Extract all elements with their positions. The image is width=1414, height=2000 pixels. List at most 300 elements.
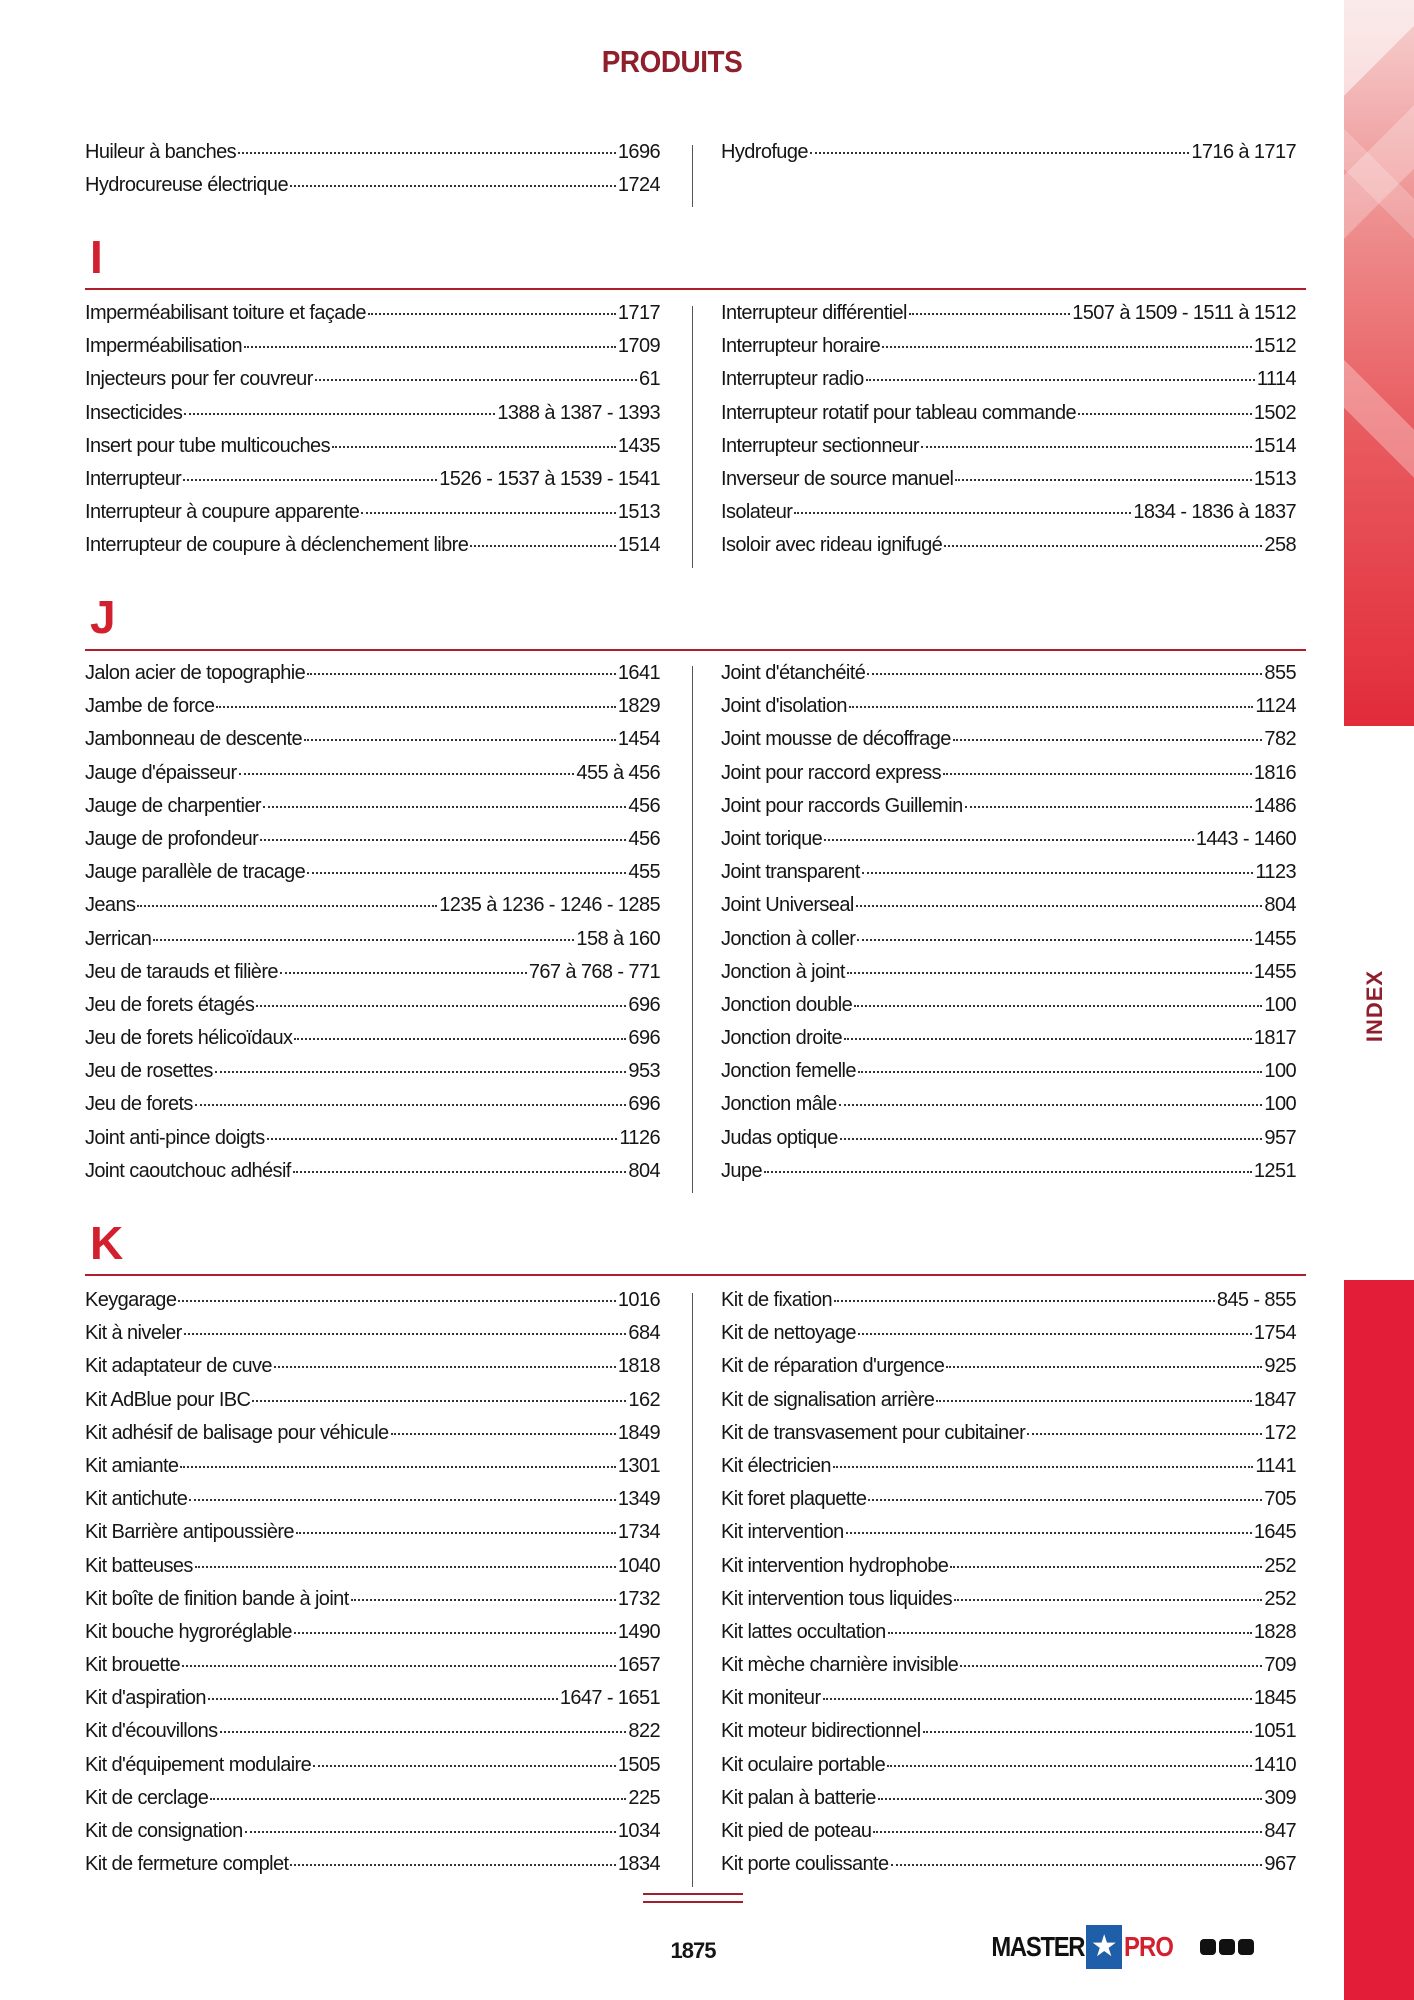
dot-leader [834, 1300, 1215, 1302]
index-entry[interactable] [85, 1060, 660, 1093]
entry-label: Joint mousse de décoffrage [721, 728, 951, 751]
entry-page: 100 [1264, 1093, 1296, 1116]
entry-label: Kit moniteur [721, 1687, 821, 1710]
dot-leader [307, 673, 616, 675]
entry-page: 456 [628, 794, 660, 817]
entry-page: 1490 [617, 1620, 660, 1643]
index-entry[interactable] [85, 302, 660, 335]
dot-leader [252, 1400, 626, 1402]
entry-label: Jeu de forets hélicoïdaux [85, 1027, 293, 1050]
entry-page: 172 [1264, 1421, 1296, 1444]
index-entry[interactable] [721, 994, 1296, 1027]
entry-label: Imperméabilisant toiture et façade [85, 302, 366, 324]
dot-leader [943, 773, 1252, 775]
index-entry[interactable] [85, 828, 660, 861]
entry-page: 925 [1264, 1355, 1296, 1378]
entry-label: Isoloir avec rideau ignifugé [721, 534, 943, 557]
entry-label: Kit oculaire portable [721, 1753, 886, 1776]
index-entry[interactable] [721, 402, 1296, 435]
entry-page: 1443 - 1460 [1195, 827, 1296, 850]
entry-page: 1724 [617, 174, 660, 197]
entry-page: 1816 [1253, 761, 1296, 784]
index-entry[interactable] [85, 534, 660, 567]
index-entry[interactable] [721, 1820, 1296, 1853]
index-entry[interactable] [85, 1820, 660, 1853]
index-entry[interactable] [85, 468, 660, 501]
dot-leader [368, 313, 616, 315]
index-entry[interactable] [85, 141, 660, 174]
entry-label: Kit de consignation [85, 1820, 243, 1842]
entry-page: 1016 [617, 1289, 660, 1311]
index-entry[interactable] [721, 302, 1296, 335]
index-entry[interactable] [721, 928, 1296, 961]
entry-label: Kit adhésif de balisage pour véhicule [85, 1421, 389, 1444]
entry-label: Inverseur de source manuel [721, 467, 954, 490]
column-divider [692, 666, 693, 1193]
entry-label: Jonction femelle [721, 1060, 856, 1083]
dot-leader [923, 1731, 1252, 1733]
entry-label: Jonction droite [721, 1027, 843, 1050]
entry-page: 1641 [617, 662, 660, 684]
entry-page: 953 [628, 1060, 660, 1083]
index-entry[interactable] [721, 1621, 1296, 1654]
entry-label: Jambe de force [85, 695, 215, 718]
index-tab-label[interactable]: INDEX [1362, 969, 1387, 1043]
index-entry[interactable] [721, 1160, 1296, 1193]
dot-leader [891, 1864, 1263, 1866]
entry-label: Joint pour raccords Guillemin [721, 794, 963, 817]
entry-page: 1301 [617, 1454, 660, 1477]
dot-leader [946, 1366, 1262, 1368]
dot-leader [293, 1171, 627, 1173]
entry-label: Kit boîte de finition bande à joint [85, 1587, 349, 1610]
index-entry[interactable] [85, 1322, 660, 1355]
entry-label: Kit de fixation [721, 1289, 833, 1311]
index-entry[interactable] [721, 141, 1296, 174]
dot-leader [856, 905, 1263, 907]
entry-label: Huileur à banches [85, 141, 237, 163]
side-band-red [1344, 1280, 1414, 2000]
entry-label: Jerrican [85, 927, 152, 950]
entry-page: 1717 [617, 302, 660, 324]
index-entry[interactable] [721, 1027, 1296, 1060]
dot-leader [1078, 413, 1252, 415]
entry-label: Interrupteur radio [721, 368, 864, 391]
entry-page: 1512 [1253, 335, 1296, 358]
index-entry[interactable] [85, 1754, 660, 1787]
column-divider [692, 1293, 693, 1887]
index-entry[interactable] [721, 861, 1296, 894]
entry-label: Kit bouche hygroréglable [85, 1620, 292, 1643]
dot-leader [953, 739, 1263, 741]
dot-leader [854, 1005, 1262, 1007]
entry-label: Kit AdBlue pour IBC [85, 1388, 251, 1411]
entry-label: Kit adaptateur de cuve [85, 1355, 272, 1378]
index-column-right [721, 662, 1296, 1193]
entry-page: 1455 [1253, 927, 1296, 950]
dot-leader [888, 1632, 1252, 1634]
entry-label: Kit de nettoyage [721, 1322, 856, 1345]
dot-leader [238, 152, 616, 154]
index-entry[interactable] [721, 695, 1296, 728]
entry-page: 1849 [617, 1421, 660, 1444]
dot-leader [290, 185, 616, 187]
index-entry[interactable] [721, 1093, 1296, 1126]
entry-page: 1845 [1253, 1687, 1296, 1710]
dot-leader [244, 346, 616, 348]
index-entry[interactable] [721, 1787, 1296, 1820]
entry-label: Interrupteur à coupure apparente [85, 501, 360, 524]
entry-page: 162 [628, 1388, 660, 1411]
index-entry[interactable] [721, 828, 1296, 861]
dot-leader [882, 346, 1252, 348]
entry-page: 767 à 768 - 771 [528, 960, 660, 983]
entry-label: Jauge de profondeur [85, 827, 259, 850]
section-letter: I [90, 231, 103, 283]
entry-page: 855 [1264, 662, 1296, 684]
dot-leader [840, 1138, 1263, 1140]
entry-label: Interrupteur rotatif pour tableau commande [721, 401, 1077, 424]
entry-page: 1454 [617, 728, 660, 751]
entry-label: Jalon acier de topographie [85, 662, 306, 684]
index-entry[interactable] [721, 1555, 1296, 1588]
column-divider [692, 145, 693, 207]
dot-leader [178, 1300, 616, 1302]
entry-page: 1817 [1253, 1027, 1296, 1050]
entry-page: 1410 [1253, 1753, 1296, 1776]
index-entry[interactable] [85, 994, 660, 1027]
index-entry[interactable] [85, 1720, 660, 1753]
entry-page: 1502 [1253, 401, 1296, 424]
entry-page: 258 [1264, 534, 1296, 557]
dot-leader [215, 1071, 627, 1073]
index-entry[interactable] [85, 1521, 660, 1554]
entry-page: 158 à 160 [576, 927, 660, 950]
index-entry[interactable] [85, 1027, 660, 1060]
index-entry[interactable] [85, 1160, 660, 1193]
dot-leader [210, 1798, 626, 1800]
dot-leader [794, 512, 1131, 514]
dot-leader [862, 872, 1254, 874]
dot-leader [954, 1599, 1262, 1601]
dot-leader [267, 1138, 618, 1140]
index-entry[interactable] [721, 1720, 1296, 1753]
index-entry[interactable] [721, 1422, 1296, 1455]
entry-page: 1834 - 1836 à 1837 [1133, 501, 1296, 524]
entry-page: 1435 [617, 434, 660, 457]
entry-label: Joint caoutchouc adhésif [85, 1159, 291, 1182]
index-entry[interactable] [721, 1060, 1296, 1093]
index-entry[interactable] [721, 468, 1296, 501]
index-entry[interactable] [85, 335, 660, 368]
index-entry[interactable] [85, 1687, 660, 1720]
entry-label: Kit pied de poteau [721, 1820, 872, 1842]
masterpro-logo [975, 1927, 1254, 1967]
entry-label: Kit palan à batterie [721, 1786, 876, 1809]
entry-page: 1114 [1256, 368, 1296, 391]
entry-label: Kit amiante [85, 1454, 179, 1477]
entry-label: Jonction à joint [721, 960, 845, 983]
entry-page: 252 [1264, 1587, 1296, 1610]
index-entry[interactable] [85, 728, 660, 761]
entry-page: 696 [628, 1093, 660, 1116]
dot-leader [280, 972, 527, 974]
index-entry[interactable] [85, 662, 660, 695]
dot-leader [810, 152, 1189, 154]
index-entry[interactable] [85, 402, 660, 435]
entry-page: 705 [1264, 1488, 1296, 1511]
entry-label: Kit intervention [721, 1521, 844, 1544]
dot-leader [909, 313, 1070, 315]
dot-leader [332, 446, 616, 448]
index-entry[interactable] [85, 894, 660, 927]
entry-page: 957 [1264, 1126, 1296, 1149]
entry-page: 1754 [1253, 1322, 1296, 1345]
entry-label: Kit porte coulissante [721, 1853, 889, 1876]
index-entry[interactable] [85, 501, 660, 534]
index-entry[interactable] [721, 1687, 1296, 1720]
index-entry[interactable] [85, 1588, 660, 1621]
entry-page: 1818 [617, 1355, 660, 1378]
dot-leader [195, 1566, 616, 1568]
entry-label: Kit foret plaquette [721, 1488, 867, 1511]
entry-page: 1051 [1253, 1720, 1296, 1743]
index-entry[interactable] [85, 1422, 660, 1455]
entry-page: 696 [628, 993, 660, 1016]
index-entry[interactable] [85, 695, 660, 728]
dot-leader [944, 545, 1262, 547]
index-entry[interactable] [721, 1355, 1296, 1388]
index-entry[interactable] [721, 501, 1296, 534]
index-entry[interactable] [85, 1455, 660, 1488]
index-entry[interactable] [721, 728, 1296, 761]
index-entry[interactable] [721, 894, 1296, 927]
entry-page: 1251 [1253, 1159, 1296, 1182]
dot-leader [304, 739, 616, 741]
index-column-left [85, 302, 660, 568]
page-title: PRODUITS [601, 44, 743, 79]
entry-page: 709 [1264, 1654, 1296, 1677]
dot-leader [873, 1831, 1262, 1833]
dot-leader [839, 1104, 1263, 1106]
dot-leader [470, 545, 616, 547]
entry-label: Interrupteur de coupure à déclenchement libre [85, 534, 469, 557]
index-entry[interactable] [85, 861, 660, 894]
dot-leader [1027, 1433, 1262, 1435]
entry-label: Judas optique [721, 1126, 838, 1149]
dot-leader [361, 512, 616, 514]
index-entry[interactable] [85, 961, 660, 994]
index-entry[interactable] [721, 1389, 1296, 1422]
entry-page: 967 [1264, 1853, 1296, 1876]
entry-label: Kit batteuses [85, 1554, 193, 1577]
index-entry[interactable] [721, 1455, 1296, 1488]
index-columns [85, 1289, 1306, 1886]
entry-page: 1141 [1255, 1454, 1296, 1477]
dot-leader [960, 1665, 1262, 1667]
entry-label: Kit à niveler [85, 1322, 182, 1345]
index-entry[interactable] [85, 928, 660, 961]
index-entry[interactable] [85, 368, 660, 401]
entry-page: 1828 [1253, 1620, 1296, 1643]
index-entry[interactable] [85, 435, 660, 468]
index-entry[interactable] [85, 1355, 660, 1388]
section-rule [85, 649, 1306, 651]
entry-label: Interrupteur [85, 467, 182, 490]
dot-leader [184, 413, 495, 415]
index-entry[interactable] [721, 1654, 1296, 1687]
index-entry[interactable] [85, 1093, 660, 1126]
index-entry[interactable] [85, 1853, 660, 1886]
entry-page: 804 [628, 1159, 660, 1182]
entry-label: Jeu de forets étagés [85, 993, 255, 1016]
index-entry[interactable] [85, 762, 660, 795]
dot-leader [844, 1038, 1252, 1040]
entry-page: 684 [628, 1322, 660, 1345]
page-number-rule [643, 1893, 743, 1903]
index-entry[interactable] [85, 1654, 660, 1687]
dot-leader [182, 1665, 616, 1667]
index-entry[interactable] [721, 1322, 1296, 1355]
dot-leader [849, 706, 1253, 708]
index-entry[interactable] [721, 534, 1296, 567]
index-column-left [85, 662, 660, 1193]
index-column-right [721, 302, 1296, 568]
dot-leader [965, 806, 1252, 808]
entry-page: 782 [1264, 728, 1296, 751]
index-entry[interactable] [721, 795, 1296, 828]
dot-leader [868, 1499, 1262, 1501]
entry-page: 455 [628, 861, 660, 884]
entry-page: 61 [638, 368, 660, 391]
entry-page: 1514 [617, 534, 660, 557]
entry-label: Jonction mâle [721, 1093, 837, 1116]
entry-label: Jonction à coller [721, 927, 856, 950]
section-letter: J [90, 591, 116, 643]
dot-leader [294, 1632, 616, 1634]
entry-label: Kit de fermeture complet [85, 1853, 289, 1876]
index-entry[interactable] [85, 1389, 660, 1422]
index-entry[interactable] [721, 435, 1296, 468]
entry-page: 1235 à 1236 - 1246 - 1285 [439, 894, 660, 917]
index-entry[interactable] [85, 174, 660, 207]
entry-page: 455 à 456 [576, 761, 660, 784]
entry-label: Joint anti-pince doigts [85, 1126, 265, 1149]
index-entry[interactable] [721, 1754, 1296, 1787]
entry-page: 100 [1264, 1060, 1296, 1083]
index-entry[interactable] [721, 662, 1296, 695]
dot-leader [245, 1831, 616, 1833]
entry-label: Kit mèche charnière invisible [721, 1654, 959, 1677]
index-entry[interactable] [85, 795, 660, 828]
index-entry[interactable] [85, 1127, 660, 1160]
dot-leader [189, 1499, 616, 1501]
entry-label: Hydrofuge [721, 141, 808, 163]
entry-page: 1126 [619, 1126, 660, 1149]
entry-page: 456 [628, 827, 660, 850]
entry-page: 1647 - 1651 [559, 1687, 660, 1710]
dot-leader [950, 1566, 1262, 1568]
entry-page: 822 [628, 1720, 660, 1743]
entry-label: Joint d'étanchéité [721, 662, 866, 684]
entry-page: 1657 [617, 1654, 660, 1677]
entry-page: 1507 à 1509 - 1511 à 1512 [1072, 302, 1296, 324]
dot-leader [208, 1698, 558, 1700]
entry-label: Jambonneau de descente [85, 728, 302, 751]
entry-label: Kit intervention tous liquides [721, 1587, 953, 1610]
index-entry[interactable] [721, 1127, 1296, 1160]
logo-text-pro: PRO [1124, 1931, 1174, 1962]
dot-leader [290, 1864, 615, 1866]
dot-leader [256, 1005, 626, 1007]
dot-leader [180, 1466, 615, 1468]
index-entry[interactable] [721, 368, 1296, 401]
entry-label: Kit lattes occultation [721, 1620, 886, 1643]
entry-page: 100 [1264, 993, 1296, 1016]
dot-leader [764, 1171, 1252, 1173]
section-rule [85, 1274, 1306, 1276]
dot-leader [137, 905, 437, 907]
entry-label: Insert pour tube multicouches [85, 434, 330, 457]
dot-leader [858, 1071, 1263, 1073]
index-entry[interactable] [721, 961, 1296, 994]
entry-page: 1526 - 1537 à 1539 - 1541 [439, 467, 660, 490]
entry-label: Interrupteur différentiel [721, 302, 907, 324]
entry-page: 1514 [1253, 434, 1296, 457]
entry-page: 1486 [1253, 794, 1296, 817]
entry-page: 1645 [1253, 1521, 1296, 1544]
entry-page: 1040 [617, 1554, 660, 1577]
entry-label: Imperméabilisation [85, 335, 243, 358]
index-entry[interactable] [85, 1488, 660, 1521]
entry-label: Jeans [85, 894, 136, 917]
index-entry[interactable] [85, 1289, 660, 1322]
index-entry[interactable] [721, 762, 1296, 795]
index-entry[interactable] [85, 1555, 660, 1588]
dot-leader [391, 1433, 616, 1435]
index-column-left [85, 1289, 660, 1886]
entry-page: 1829 [617, 695, 660, 718]
dot-leader [857, 939, 1252, 941]
entry-label: Kit électricien [721, 1454, 831, 1477]
index-entry[interactable] [721, 1853, 1296, 1886]
dot-leader [153, 939, 574, 941]
index-entry[interactable] [85, 1787, 660, 1820]
index-entry[interactable] [721, 335, 1296, 368]
index-entry[interactable] [85, 1621, 660, 1654]
dot-leader [294, 1038, 626, 1040]
entry-page: 1709 [617, 335, 660, 358]
entry-label: Jeu de tarauds et filière [85, 960, 278, 983]
index-entry[interactable] [721, 1588, 1296, 1621]
dot-leader [824, 839, 1194, 841]
index-entry[interactable] [721, 1488, 1296, 1521]
entry-label: Joint torique [721, 827, 823, 850]
entry-label: Kit antichute [85, 1488, 188, 1511]
index-entry[interactable] [721, 1521, 1296, 1554]
entry-label: Jupe [721, 1159, 762, 1182]
dot-leader [846, 1532, 1252, 1534]
entry-page: 1734 [617, 1521, 660, 1544]
index-column-left [85, 141, 660, 207]
entry-label: Injecteurs pour fer couvreur [85, 368, 313, 391]
entry-page: 1513 [1253, 467, 1296, 490]
index-entry[interactable] [721, 1289, 1296, 1322]
entry-page: 845 - 855 [1216, 1289, 1296, 1311]
dot-leader [887, 1765, 1252, 1767]
entry-label: Joint pour raccord express [721, 761, 942, 784]
entry-label: Interrupteur sectionneur [721, 434, 919, 457]
